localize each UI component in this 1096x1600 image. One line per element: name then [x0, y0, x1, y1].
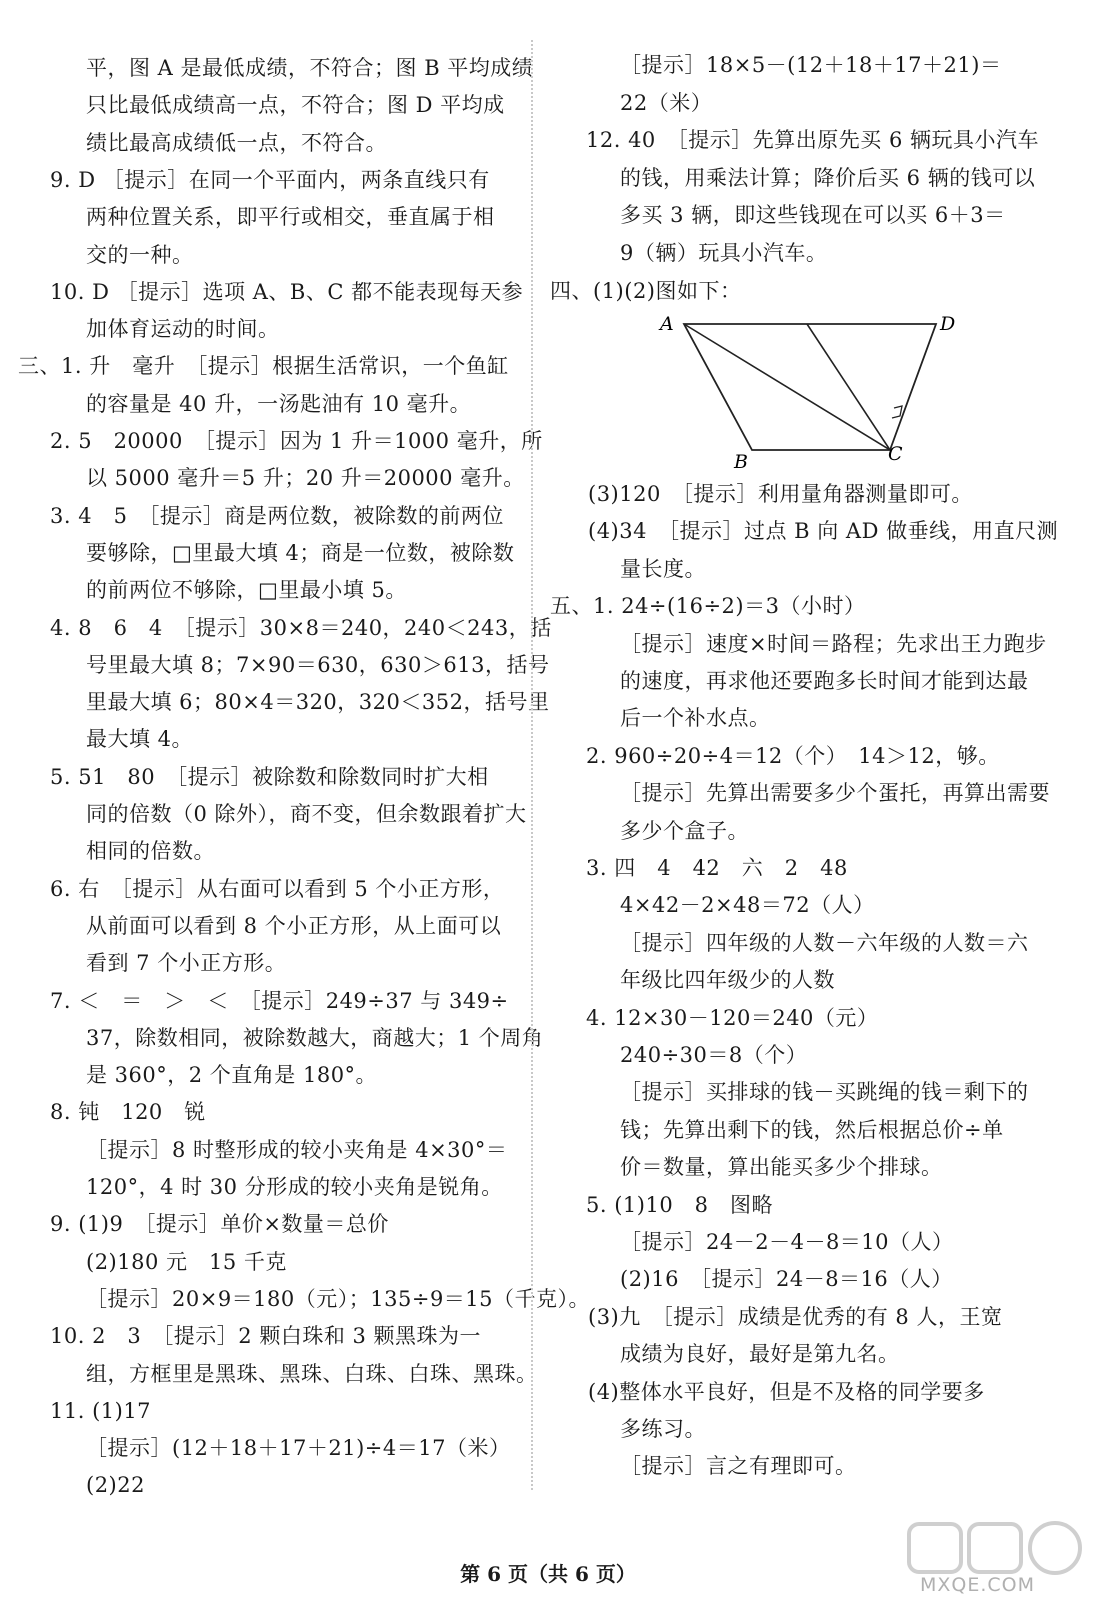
- text-line: ［提示］18×5－(12＋18＋17＋21)＝: [620, 53, 1002, 77]
- trapezoid-diagram: [650, 308, 970, 473]
- text-line: ［提示］言之有理即可。: [620, 1454, 857, 1479]
- text-line: (3)九 ［提示］成绩是优秀的有 8 人，王宽: [588, 1304, 1003, 1329]
- text-line: 看到 7 个小正方形。: [86, 951, 287, 976]
- text-line: 的钱，用乘法计算；降价后买 6 辆的钱可以: [620, 165, 1036, 190]
- text-line: 价＝数量，算出能买多少个排球。: [620, 1155, 943, 1180]
- label-d: D: [940, 313, 956, 335]
- text-line: 9. (1)9 ［提示］单价×数量＝总价: [50, 1212, 389, 1237]
- text-line: ［提示］买排球的钱－买跳绳的钱＝剩下的: [620, 1080, 1029, 1105]
- text-line: ［提示］8 时整形成的较小夹角是 4×30°＝: [86, 1137, 508, 1162]
- text-line: 2. 960÷20÷4＝12（个） 14＞12，够。: [586, 743, 1000, 768]
- text-line: 2. 5 20000 ［提示］因为 1 升＝1000 毫升，所: [50, 429, 543, 453]
- text-line: 号里最大填 8；7×90＝630，630＞613，括号: [86, 652, 550, 677]
- text-line: 是 360°，2 个直角是 180°。: [86, 1063, 378, 1088]
- text-line: 9（辆）玩具小汽车。: [620, 241, 828, 265]
- text-line: 钱；先算出剩下的钱，然后根据总价÷单: [620, 1117, 1004, 1142]
- text-line: 交的一种。: [86, 242, 194, 267]
- text-line: 组，方框里是黑珠、黑珠、白珠、白珠、黑珠。: [86, 1361, 538, 1386]
- segment-ac: [684, 324, 890, 450]
- text-line: 只比最低成绩高一点，不符合；图 D 平均成: [86, 93, 505, 118]
- label-a: A: [660, 313, 674, 335]
- text-line: 加体育运动的时间。: [86, 317, 280, 342]
- text-line: 10. 2 3 ［提示］2 颗白珠和 3 颗黑珠为一: [50, 1324, 482, 1349]
- text-line: 的容量是 40 升，一汤匙油有 10 毫升。: [86, 391, 472, 416]
- text-line: 以 5000 毫升＝5 升；20 升＝20000 毫升。: [86, 466, 525, 491]
- text-line: (2)22: [86, 1473, 145, 1498]
- text-line: 4. 12×30－120＝240（元）: [586, 1005, 879, 1030]
- text-line: (4)整体水平良好，但是不及格的同学要多: [588, 1379, 985, 1404]
- label-c: C: [888, 443, 903, 465]
- text-line: 最大填 4。: [86, 727, 194, 752]
- text-line: 8. 钝 120 锐: [50, 1100, 206, 1125]
- text-line: 240÷30＝8（个）: [620, 1043, 808, 1067]
- text-line: 5. (1)10 8 图略: [586, 1192, 774, 1217]
- page-footer: 第 6 页（共 6 页）: [460, 1562, 636, 1586]
- text-line: 的前两位不够除，□里最小填 5。: [86, 578, 407, 603]
- text-line: 两种位置关系，即平行或相交，垂直属于相: [86, 205, 495, 230]
- text-line: 多练习。: [620, 1417, 706, 1441]
- text-line: 量长度。: [620, 556, 706, 581]
- text-line: 三、1. 升 毫升 ［提示］根据生活常识，一个鱼缸: [18, 354, 509, 379]
- text-line: ［提示］(12＋18＋17＋21)÷4＝17（米）: [86, 1436, 511, 1461]
- text-line: 7. ＜ ＝ ＞ ＜ ［提示］249÷37 与 349÷: [50, 988, 509, 1013]
- text-line: 9. D ［提示］在同一个平面内，两条直线只有: [50, 167, 490, 192]
- text-line: 12. 40 ［提示］先算出原先买 6 辆玩具小汽车: [586, 128, 1040, 153]
- right-angle-mark: [892, 406, 902, 418]
- text-line: (3)120 ［提示］利用量角器测量即可。: [588, 482, 973, 506]
- text-line: 5. 51 80 ［提示］被除数和除数同时扩大相: [50, 764, 489, 789]
- text-line: 120°，4 时 30 分形成的较小夹角是锐角。: [86, 1175, 503, 1199]
- text-line: ［提示］四年级的人数－六年级的人数＝六: [620, 930, 1029, 955]
- text-line: 6. 右 ［提示］从右面可以看到 5 个小正方形，: [50, 876, 505, 901]
- trapezoid-abcd: [684, 324, 936, 450]
- text-line: (4)34 ［提示］过点 B 向 AD 做垂线，用直尺测: [588, 519, 1059, 544]
- text-line: 多买 3 辆，即这些钱现在可以买 6＋3＝: [620, 203, 1006, 228]
- text-line: 绩比最高成绩低一点，不符合。: [86, 130, 387, 155]
- watermark-text: MXQE.COM: [920, 1574, 1036, 1596]
- label-b: B: [734, 451, 748, 473]
- text-line: ［提示］20×9＝180（元）；135÷9＝15（千克）。: [86, 1286, 591, 1311]
- text-line: 3. 四 4 42 六 2 48: [586, 856, 848, 880]
- text-line: (2)180 元 15 千克: [86, 1249, 287, 1274]
- text-line: 22（米）: [620, 90, 713, 115]
- column-divider: [531, 40, 533, 1490]
- text-line: 4×42－2×48＝72（人）: [620, 893, 875, 918]
- perpendicular-line: [807, 324, 890, 450]
- text-line: 里最大填 6；80×4＝320，320＜352，括号里: [86, 690, 550, 715]
- text-line: ［提示］速度×时间＝路程；先求出王力跑步: [620, 631, 1047, 656]
- text-line: 从前面可以看到 8 个小正方形，从上面可以: [86, 913, 502, 938]
- text-line: 10. D ［提示］选项 A、B、C 都不能表现每天参: [50, 279, 524, 304]
- text-line: 多少个盒子。: [620, 818, 749, 843]
- text-line: 同的倍数（0 除外），商不变，但余数跟着扩大: [86, 802, 527, 826]
- text-line: 的速度，再求他还要跑多长时间才能到达最: [620, 669, 1029, 693]
- text-line: ［提示］24－2－4－8＝10（人）: [620, 1230, 954, 1254]
- text-line: 五、1. 24÷(16÷2)＝3（小时）: [550, 594, 866, 619]
- text-line: (2)16 ［提示］24－8＝16（人）: [620, 1267, 953, 1292]
- text-line: 四、(1)(2)图如下：: [550, 278, 742, 303]
- text-line: 相同的倍数。: [86, 839, 215, 864]
- text-line: 成绩为良好，最好是第九名。: [620, 1342, 900, 1367]
- text-line: 3. 4 5 ［提示］商是两位数，被除数的前两位: [50, 503, 504, 528]
- text-line: 37，除数相同，被除数越大，商越大；1 个周角: [86, 1025, 544, 1050]
- text-line: 平，图 A 是最低成绩，不符合；图 B 平均成绩: [86, 56, 534, 80]
- text-line: 要够除，□里最大填 4；商是一位数，被除数: [86, 540, 515, 565]
- text-line: 4. 8 6 4 ［提示］30×8＝240，240＜243，括: [50, 615, 552, 640]
- text-line: 11. (1)17: [50, 1398, 152, 1423]
- text-line: ［提示］先算出需要多少个蛋托，再算出需要: [620, 781, 1050, 806]
- text-line: 后一个补水点。: [620, 706, 771, 731]
- text-line: 年级比四年级少的人数: [620, 968, 835, 993]
